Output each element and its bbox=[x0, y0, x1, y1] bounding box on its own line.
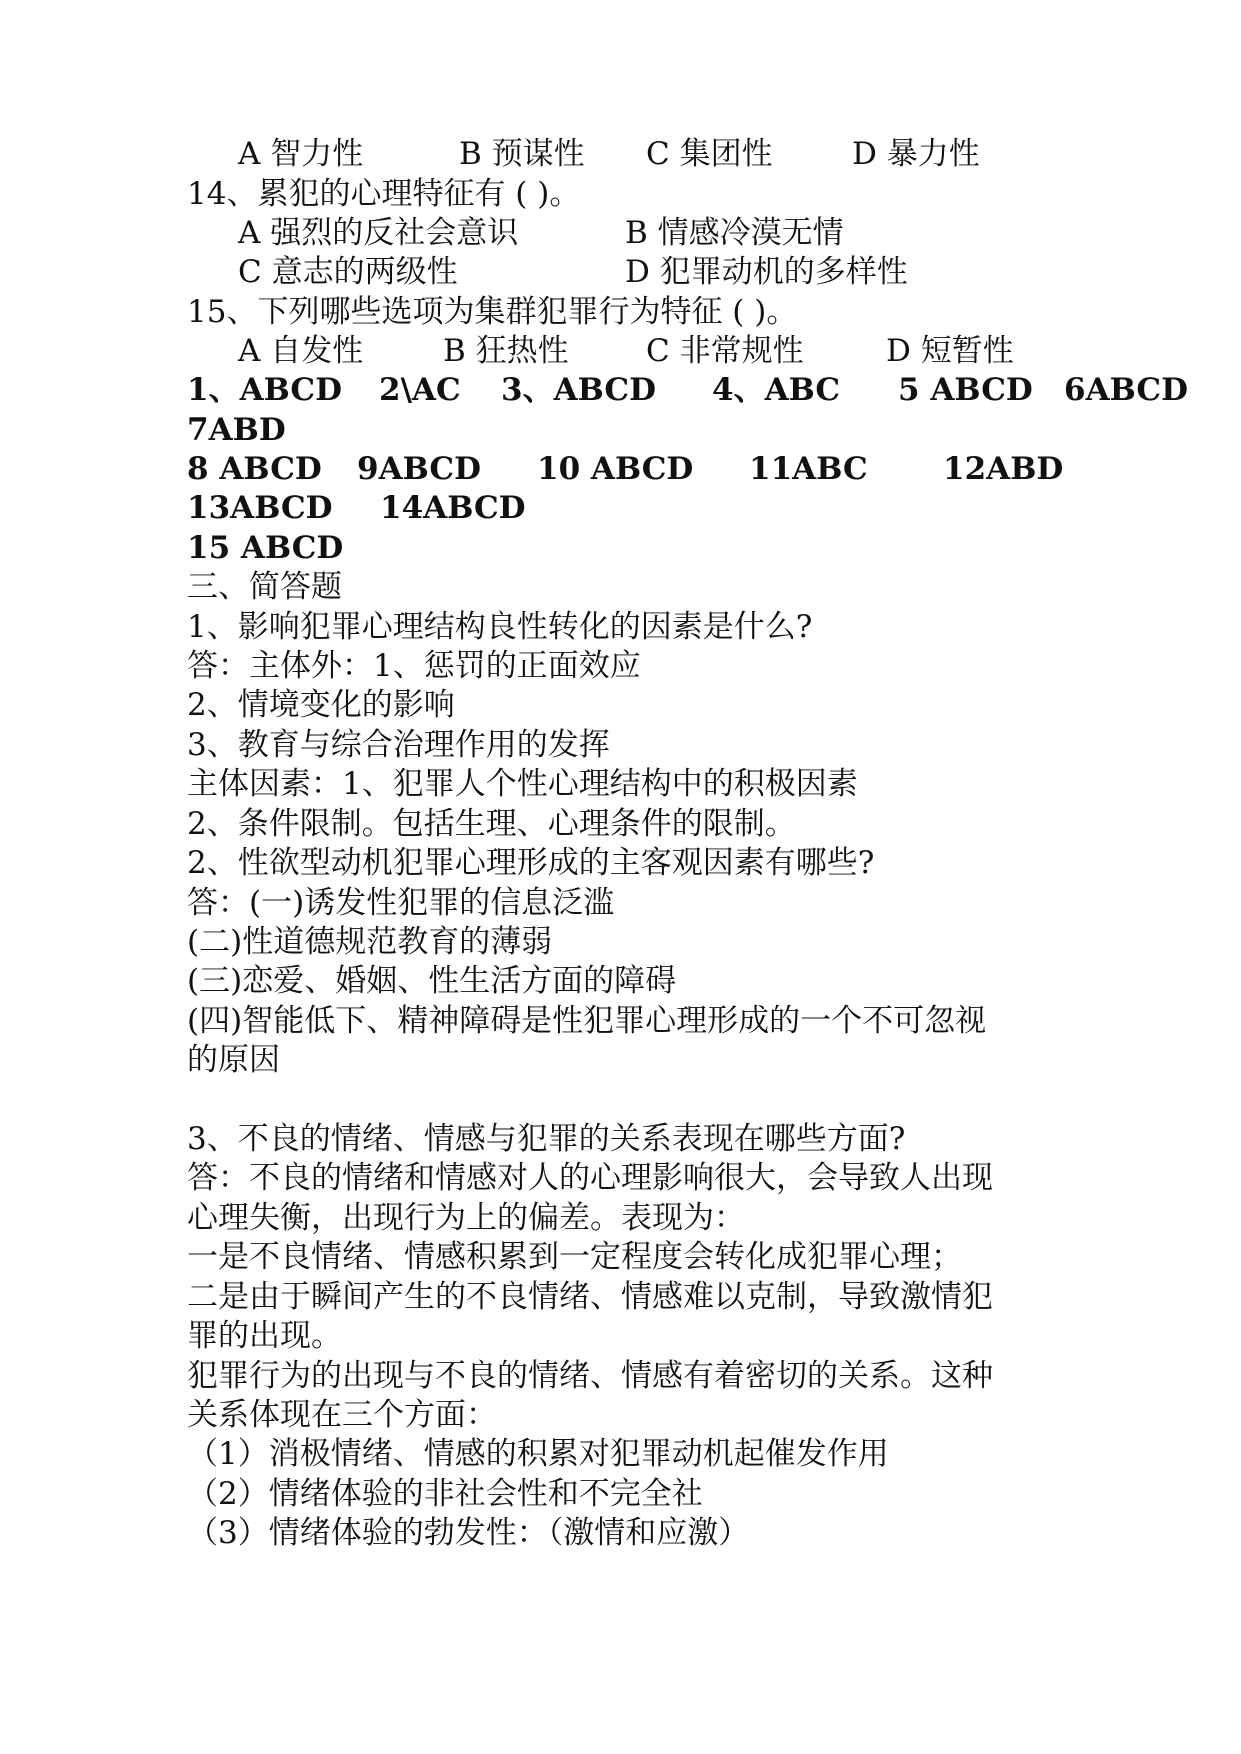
answer-11: 11ABC bbox=[749, 451, 868, 487]
q1-line: 2、条件限制。包括生理、心理条件的限制。 bbox=[187, 806, 796, 842]
q15-option-c: C 非常规性 bbox=[646, 333, 804, 369]
answer-6: 6ABCD bbox=[1064, 372, 1188, 408]
answer-1: 1、ABCD bbox=[187, 372, 342, 408]
answer-2: 2\AC bbox=[379, 372, 461, 408]
q3-line: 罪的出现。 bbox=[187, 1318, 342, 1354]
q15-question: 15、下列哪些选项为集群犯罪行为特征 ( )。 bbox=[187, 294, 798, 330]
q1-line: 主体因素：1、犯罪人个性心理结构中的积极因素 bbox=[187, 766, 858, 802]
answer-5: 5 ABCD bbox=[898, 372, 1033, 408]
q3-line: 犯罪行为的出现与不良的情绪、情感有着密切的关系。这种 bbox=[187, 1358, 993, 1394]
q1-line: 3、教育与综合治理作用的发挥 bbox=[187, 727, 610, 763]
q13-options bbox=[0, 134, 1241, 174]
q3-line: （2）情绪体验的非社会性和不完全社 bbox=[187, 1476, 703, 1512]
q2-line: 答：(一)诱发性犯罪的信息泛滥 bbox=[187, 885, 615, 921]
answer-8: 8 ABCD bbox=[187, 451, 322, 487]
answers-row5 bbox=[0, 528, 1241, 568]
q3-line: 答：不良的情绪和情感对人的心理影响很大，会导致人出现 bbox=[187, 1160, 993, 1196]
q14-option-d: D 犯罪动机的多样性 bbox=[625, 254, 908, 290]
q14-question: 14、累犯的心理特征有 ( )。 bbox=[187, 176, 581, 212]
q13-option-d: D 暴力性 bbox=[852, 136, 980, 172]
answer-7: 7ABD bbox=[187, 412, 286, 448]
answer-4: 4、ABC bbox=[712, 372, 841, 408]
answer-13: 13ABCD bbox=[187, 490, 333, 526]
q1-line: 2、情境变化的影响 bbox=[187, 687, 455, 723]
q2-line: (二)性道德规范教育的薄弱 bbox=[187, 924, 553, 960]
answer-14: 14ABCD bbox=[380, 490, 526, 526]
q14-options-row1 bbox=[0, 213, 1241, 253]
section3-heading: 三、简答题 bbox=[187, 569, 342, 605]
answer-9: 9ABCD bbox=[357, 451, 481, 487]
q13-option-a: A 智力性 bbox=[238, 136, 364, 172]
q15-options bbox=[0, 331, 1241, 371]
q3-question: 3、不良的情绪、情感与犯罪的关系表现在哪些方面? bbox=[187, 1121, 906, 1157]
answer-3: 3、ABCD bbox=[501, 372, 656, 408]
q15-option-a: A 自发性 bbox=[238, 333, 364, 369]
answers-row3 bbox=[0, 449, 1241, 489]
q3-line: 心理失衡，出现行为上的偏差。表现为： bbox=[187, 1200, 745, 1236]
q1-question: 1、影响犯罪心理结构良性转化的因素是什么? bbox=[187, 609, 813, 645]
q3-line: （3）情绪体验的勃发性：（激情和应激） bbox=[187, 1515, 750, 1551]
q13-option-c: C 集团性 bbox=[646, 136, 773, 172]
answers-row2 bbox=[0, 410, 1241, 450]
q1-line: 答：主体外：1、惩罚的正面效应 bbox=[187, 648, 641, 684]
answer-12: 12ABD bbox=[943, 451, 1064, 487]
answer-10: 10 ABCD bbox=[537, 451, 694, 487]
q2-line: (三)恋爱、婚姻、性生活方面的障碍 bbox=[187, 963, 677, 999]
q2-line: (四)智能低下、精神障碍是性犯罪心理形成的一个不可忽视 bbox=[187, 1003, 987, 1039]
answers-row1 bbox=[0, 370, 1241, 410]
q2-question: 2、性欲型动机犯罪心理形成的主客观因素有哪些? bbox=[187, 845, 875, 881]
q3-line: 二是由于瞬间产生的不良情绪、情感难以克制，导致激情犯 bbox=[187, 1279, 993, 1315]
q15-option-d: D 短暂性 bbox=[886, 333, 1014, 369]
q2-line: 的原因 bbox=[187, 1042, 280, 1078]
q14-options-row2 bbox=[0, 252, 1241, 292]
answer-15: 15 ABCD bbox=[187, 530, 344, 566]
q3-line: 关系体现在三个方面： bbox=[187, 1397, 497, 1433]
q14-option-c: C 意志的两级性 bbox=[238, 254, 458, 290]
q3-line: 一是不良情绪、情感积累到一定程度会转化成犯罪心理； bbox=[187, 1239, 962, 1275]
q14-option-a: A 强烈的反社会意识 bbox=[238, 215, 519, 251]
q15-option-b: B 狂热性 bbox=[443, 333, 569, 369]
q3-line: （1）消极情绪、情感的积累对犯罪动机起催发作用 bbox=[187, 1436, 889, 1472]
answers-row4 bbox=[0, 488, 1241, 528]
q13-option-b: B 预谋性 bbox=[459, 136, 585, 172]
q14-option-b: B 情感冷漠无情 bbox=[625, 215, 844, 251]
